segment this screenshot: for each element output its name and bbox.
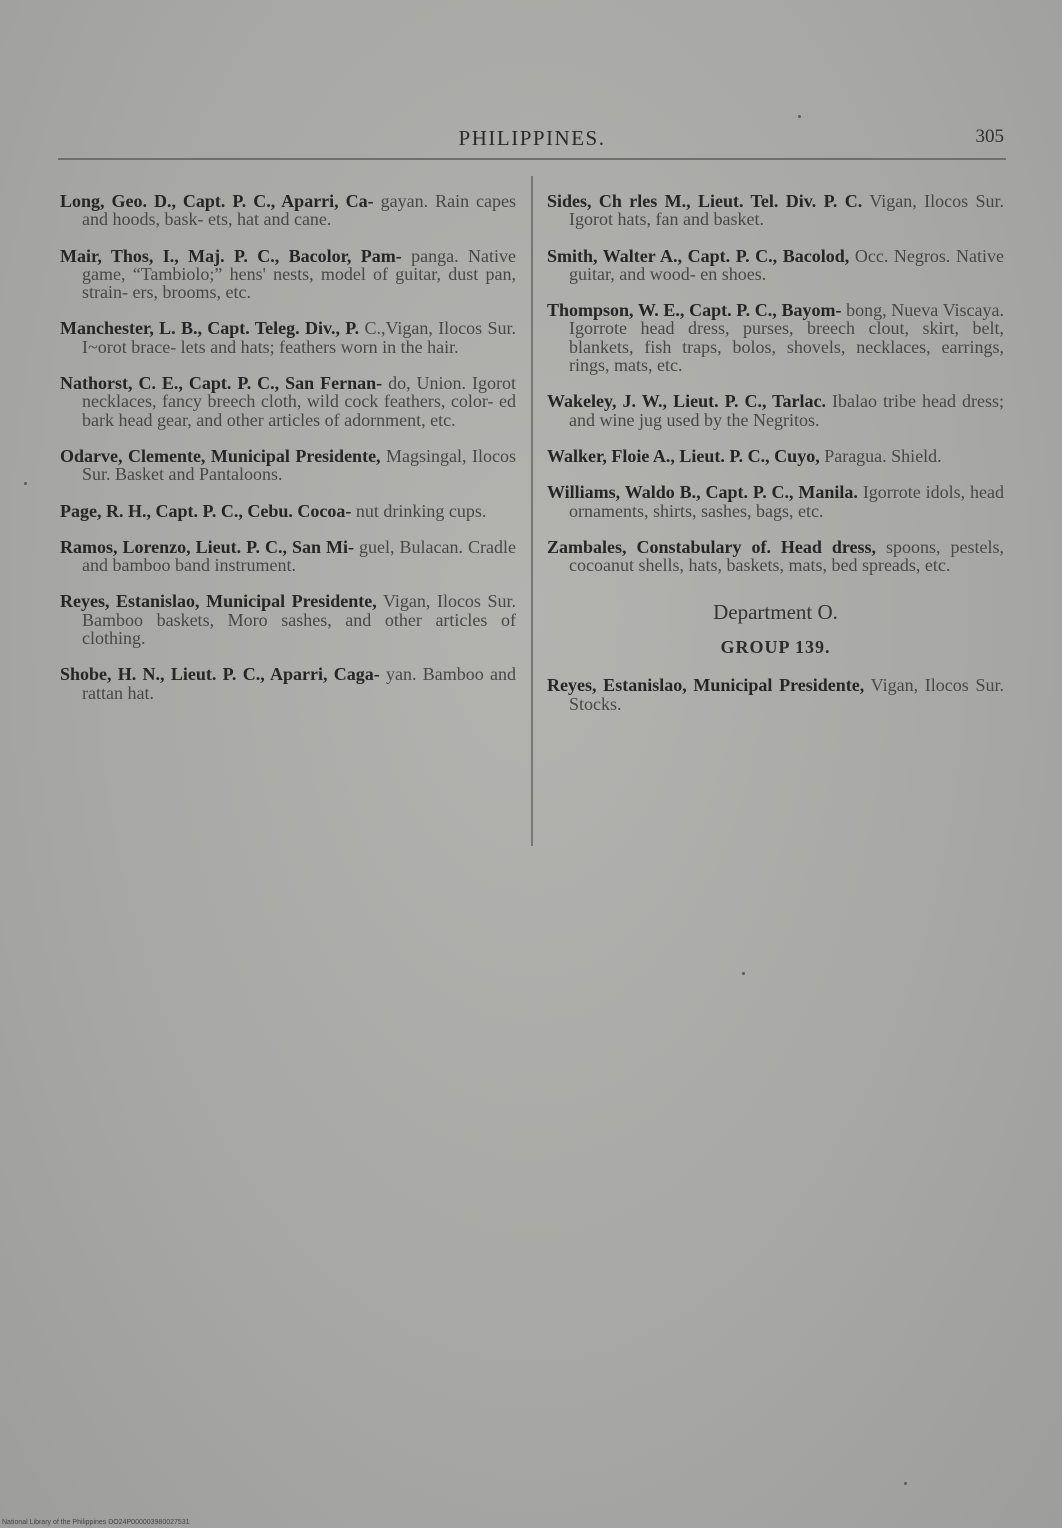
right-column bbox=[547, 174, 1004, 721]
entry-description: Paragua. Shield. bbox=[824, 445, 942, 466]
entry-name: Manchester, L. B., Capt. Teleg. Div., P. bbox=[60, 318, 360, 339]
list-item bbox=[60, 592, 516, 647]
list-item bbox=[547, 676, 1004, 713]
entry-name: Thompson, W. E., Capt. P. C., Bayom- bbox=[547, 300, 842, 321]
entry-name: Nathorst, C. E., Capt. P. C., San Fernan- bbox=[60, 373, 383, 394]
group-heading: GROUP 139. bbox=[720, 637, 831, 658]
list-item bbox=[547, 538, 1004, 575]
entry-name: Sides, Ch rles M., Lieut. Tel. Div. P. C. bbox=[547, 191, 863, 211]
scan-speck bbox=[904, 1482, 907, 1485]
entry-name: Page, R. H., Capt. P. C., Cebu. Cocoa- bbox=[60, 500, 352, 521]
entry-name: Shobe, H. N., Lieut. P. C., Aparri, Caga- bbox=[60, 664, 380, 685]
entry-name: Zambales, Constabulary of. Head dress, bbox=[547, 536, 877, 557]
list-item bbox=[60, 665, 516, 702]
entry-description: Occ. Negros. Native guitar, and wood- en shoes. bbox=[569, 245, 1004, 284]
entry-description: C.,Vigan, Ilocos Sur. I~orot brace- lets and hats; feathers worn in the hair. bbox=[82, 318, 517, 357]
header-rule bbox=[58, 158, 1006, 160]
entry-name: Wakeley, J. W., Lieut. P. C., Tarlac. bbox=[547, 391, 826, 412]
entry-description: do, Union. Igorot necklaces, fancy breech cloth, wild cock feathers, color- ed bark head gear, and other articles of adornment, etc. bbox=[82, 373, 516, 430]
scan-speck bbox=[24, 482, 27, 485]
entry-description: gayan. Rain capes and hoods, bask- ets, hat and cane. bbox=[82, 191, 517, 230]
list-item bbox=[60, 538, 516, 575]
entry-description: Magsingal, Ilocos Sur. Basket and Pantaloons. bbox=[82, 445, 517, 485]
list-item bbox=[547, 301, 1004, 374]
list-item bbox=[60, 319, 516, 356]
entry-name: Mair, Thos, I., Maj. P. C., Bacolor, Pam- bbox=[60, 245, 402, 266]
running-title: PHILIPPINES. bbox=[458, 126, 606, 150]
scan-speck bbox=[742, 972, 745, 975]
entry-description: bong, Nueva Viscaya. Igorrote head dress, purses, breech clout, skirt, belt, blankets, fish traps, bolos, shovels, necklaces, earrings, rings, mats, etc. bbox=[569, 300, 1004, 376]
entry-description: yan. Bamboo and rattan hat. bbox=[82, 664, 516, 703]
list-item bbox=[547, 392, 1004, 429]
entry-name: Smith, Walter A., Capt. P. C., Bacolod, bbox=[547, 245, 850, 266]
entry-description: Igorrote idols, head ornaments, shirts, sashes, bags, etc. bbox=[569, 482, 1005, 521]
entry-description: panga. Native game, “Tambiolo;” hens' nests, model of guitar, dust pan, strain- ers, brooms, etc. bbox=[82, 245, 517, 303]
library-footer-note: National Library of the Philippines DO24P000003980027531 bbox=[2, 1519, 190, 1526]
entry-name: Long, Geo. D., Capt. P. C., Aparri, Ca- bbox=[60, 191, 374, 211]
entry-name: Walker, Floie A., Lieut. P. C., Cuyo, bbox=[547, 445, 820, 466]
entry-name: Williams, Waldo B., Capt. P. C., Manila. bbox=[547, 482, 858, 503]
column-divider bbox=[531, 176, 533, 846]
list-item bbox=[547, 447, 1004, 465]
entry-description: nut drinking cups. bbox=[355, 500, 487, 521]
left-column bbox=[60, 174, 516, 710]
list-item bbox=[60, 447, 516, 484]
page-header bbox=[60, 122, 1004, 158]
entry-description: Vigan, Ilocos Sur. Stocks. bbox=[569, 675, 1004, 714]
entry-name: Reyes, Estanislao, Municipal Presidente, bbox=[547, 675, 865, 696]
list-item bbox=[547, 483, 1004, 520]
list-item bbox=[60, 374, 516, 429]
entry-description: Vigan, Ilocos Sur. Bamboo baskets, Moro sashes, and other articles of clothing. bbox=[82, 591, 516, 649]
entry-name: Ramos, Lorenzo, Lieut. P. C., San Mi- bbox=[60, 536, 355, 557]
entry-name: Reyes, Estanislao, Municipal Presidente, bbox=[60, 591, 377, 612]
list-item bbox=[60, 247, 516, 302]
list-item bbox=[60, 192, 516, 229]
entry-name: Odarve, Clemente, Municipal Presidente, bbox=[60, 445, 381, 466]
department-heading: Department O. bbox=[713, 600, 838, 625]
list-item bbox=[60, 502, 516, 520]
list-item bbox=[547, 247, 1004, 284]
scan-speck bbox=[798, 115, 801, 118]
entry-description: Vigan, Ilocos Sur. Igorot hats, fan and basket. bbox=[569, 191, 1004, 230]
page-number: 305 bbox=[975, 126, 1004, 147]
entry-description: spoons, pestels, cocoanut shells, hats, baskets, mats, bed spreads, etc. bbox=[569, 536, 1004, 576]
entry-description: Ibalao tribe head dress; and wine jug used by the Negritos. bbox=[569, 391, 1004, 430]
entry-description: guel, Bulacan. Cradle and bamboo band instrument. bbox=[82, 536, 516, 576]
list-item bbox=[547, 192, 1004, 229]
